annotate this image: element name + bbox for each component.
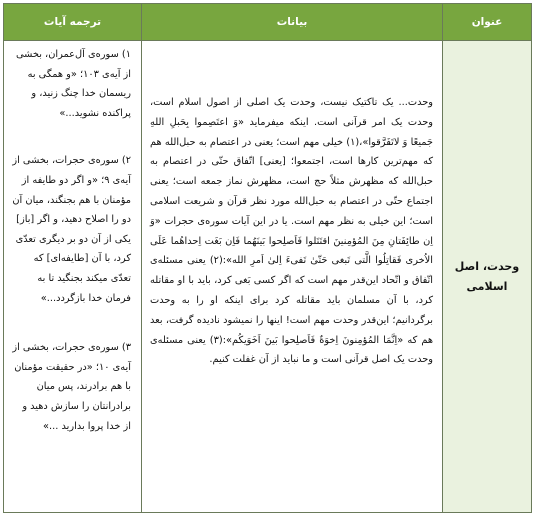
row-verses-cell (4, 41, 142, 513)
verses-table (3, 3, 532, 513)
row-title-cell (443, 41, 532, 513)
header-verses: ترجمه آیات (4, 4, 142, 41)
row-explanation: وحدت... یک تاکتیک نیست، وحدت یک اصلی از اصول اسلام است، وحدت یک امر قرآنی است. اینکه میفرماید «وَ اعتَصِموا بِحَبلِ اللهِ جَمیعًا وَ لاتَفَرَّقوا»،(۱) خیلی مهم است؛ یعنی در اعتصام به حبل‌الله هم که مهم‌ترین کارها است، اجتمعوا؛ [یعنی] اتّفاق حتّی در اعتصام به حبل‌الله که مظهرش مثلاً حج است، مظهرش نماز جمعه است؛ یعنی اجتماع حتّی در اعتصام به حبل‌الله مورد نظر قرآن و شریعت اسلامی است؛ این خیلی به نظر مهم است. یا در این آیات سوره‌ی حجرات «وَ اِن طائِفَتانِ مِنَ المُؤمِنینَ اقتَتَلوا فَاَصلِحوا بَینَهُما فَاِن بَغَت اِحداهُما عَلَی الاُخری فَقاتِلُوا الَّتی تَبغی حَتّیٰ تَفیءَ اِلیٰ اَمرِ الله»:(۲) یعنی مسئله‌ی اتّفاق و اتّحاد این‌قدر مهم است که اگر کسی بَغی کرد، باید با او مقاتله کرد، با آن مسلمان باید مقاتله کرد برای اینکه او را به وحدت برگردانیم؛ این‌قدر وحدت مهم است! اینها را نمیشود نادیده گرفت، بعد هم که «اِنَّمَا المُؤمِنونَ اِخوَةٌ فَاَصلِحوا بَینَ اَخَوَیکُم»:(۳) یعنی مسئله‌ی وحدت یک اصل قرآنی است و ما نباید از آن غفلت کنیم. (150, 97, 434, 366)
table-header-row (4, 4, 532, 41)
row-explanation-cell (142, 41, 443, 513)
row-title: وحدت، اصل اسلامی (454, 259, 520, 293)
header-title: عنوان (443, 4, 532, 41)
verse-translation-1: ۱) سوره‌ی آل‌عمران، بخشی از آیه‌ی ۱۰۳؛ «و همگی به ریسمان خدا چنگ زنید، و پراکنده نشوید...» (15, 49, 131, 119)
header-explanation: بیانات (142, 4, 443, 41)
verse-translation-3: ۳) سوره‌ی حجرات، بخشی از آیه‌ی ۱۰؛ «در حقیقت مؤمنان با هم برادرند، پس میان برادرانتان را سازش دهید و از خدا پروا بدارید ...» (12, 342, 131, 432)
verse-translation-2: ۲) سوره‌ی حجرات، بخشی از آیه‌ی ۹؛ «و اگر دو طایفه از مؤمنان با هم بجنگند، میان آن دو را اصلاح دهید، و اگر [باز] یکی از آن دو بر دیگری تعدّی کرد، با آن [طایفه‌ای] که تعدّی میکند بجنگید تا به فرمان خدا بازگردد...» (12, 155, 131, 304)
table-row (4, 41, 532, 513)
